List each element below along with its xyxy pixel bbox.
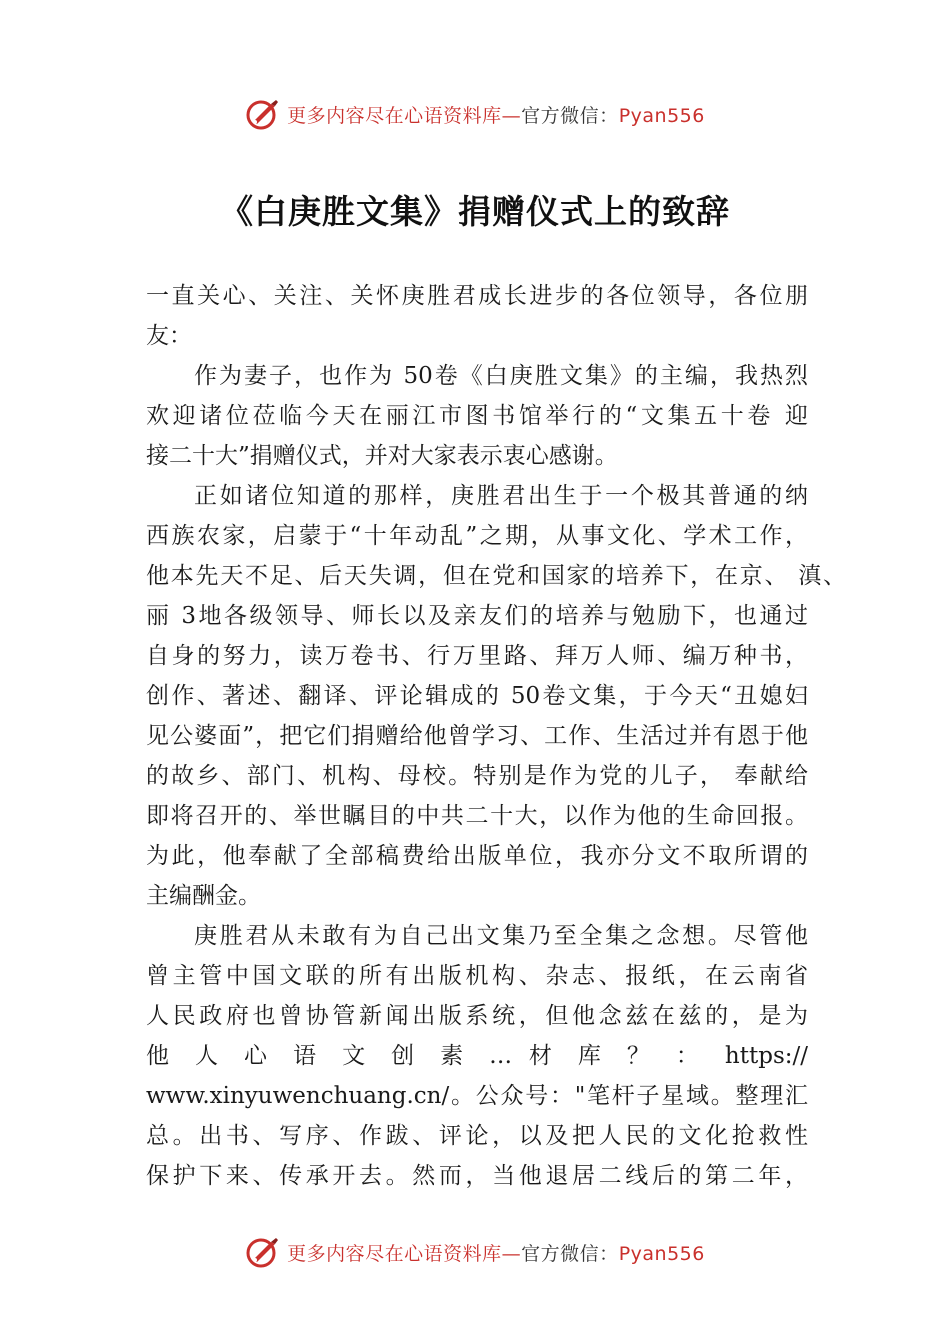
- body-text-line: 为此，他奉献了全部稿费给出版单位，我亦分文不取所谓的: [146, 843, 808, 869]
- footer-watermark: [0, 1232, 950, 1272]
- watermark-wechat-id: Pyan556: [618, 1242, 705, 1265]
- watermark-dash: —: [501, 104, 522, 127]
- body-text-line: 即将召开的、举世瞩目的中共二十大，以作为他的生命回报。: [146, 803, 808, 829]
- body-text-line: www.xinyuwenchuang.cn/。公众号："笔杆子星域。整理汇: [146, 1083, 808, 1109]
- watermark-site-text: 更多内容尽在心语资料库: [287, 1242, 502, 1265]
- body-text-line: 人民政府也曾协管新闻出版系统，但他念兹在兹的，是为: [146, 1003, 808, 1029]
- watermark-dash: —: [501, 1242, 522, 1265]
- body-text-line: 见公婆面”，把它们捐赠给他曾学习、工作、生活过并有恩于他: [146, 723, 808, 749]
- pen-seal-logo-icon: [245, 96, 281, 132]
- document-body: [146, 276, 846, 1196]
- body-text-line: 曾主管中国文联的所有出版机构、杂志、报纸，在云南省: [146, 963, 808, 989]
- body-text-line: 西族农家，启蒙于“十年动乱”之期，从事文化、学术工作，: [146, 523, 808, 549]
- watermark-wechat-label: 官方微信：: [521, 1242, 619, 1265]
- watermark-site-text: 更多内容尽在心语资料库: [287, 104, 502, 127]
- watermark-wechat-label: 官方微信：: [521, 104, 619, 127]
- body-text-line: 总。出书、写序、作跋、评论，以及把人民的文化抢救性: [146, 1123, 808, 1149]
- body-text-line: 庚胜君从未敢有为自己出文集乃至全集之念想。尽管他: [194, 923, 808, 949]
- body-text-line: 欢迎诸位莅临今天在丽江市图书馆举行的“文集五十卷 迎: [146, 403, 808, 429]
- watermark-text: [287, 1239, 705, 1266]
- body-text-line: 接二十大”捐赠仪式，并对大家表示衷心感谢。: [146, 443, 618, 469]
- body-text-line: 正如诸位知道的那样，庚胜君出生于一个极其普通的纳: [194, 483, 808, 509]
- body-text-line: 作为妻子，也作为 50卷《白庚胜文集》的主编，我热烈: [194, 363, 808, 389]
- body-text-line: 的故乡、部门、机构、母校。特别是作为党的儿子， 奉献给: [146, 763, 808, 789]
- watermark-wechat-id: Pyan556: [618, 104, 705, 127]
- body-text-line: 保护下来、传承开去。然而，当他退居二线后的第二年，: [146, 1163, 808, 1189]
- body-text-line: 丽 3地各级领导、师长以及亲友们的培养与勉励下，也通过: [146, 603, 808, 629]
- body-text-line: 他 人 心 语 文 创 素 … 材 库 ？ ： https://: [146, 1043, 808, 1069]
- body-text-line: 他本先天不足、后天失调，但在党和国家的培养下，在京、 滇、: [146, 563, 846, 589]
- body-text-line: 主编酬金。: [146, 883, 261, 909]
- body-text-line: 一直关心、关注、关怀庚胜君成长进步的各位领导，各位朋: [146, 283, 808, 309]
- document-title: 《白庚胜文集》捐赠仪式上的致辞: [220, 192, 730, 231]
- header-watermark: [0, 94, 950, 134]
- pen-seal-logo-icon: [245, 1234, 281, 1270]
- body-text-line: 创作、著述、翻译、评论辑成的 50卷文集，于今天“丑媳妇: [146, 683, 808, 709]
- watermark-text: [287, 101, 705, 128]
- body-text-line: 友：: [146, 323, 192, 349]
- body-text-line: 自身的努力，读万卷书、行万里路、拜万人师、编万种书，: [146, 643, 808, 669]
